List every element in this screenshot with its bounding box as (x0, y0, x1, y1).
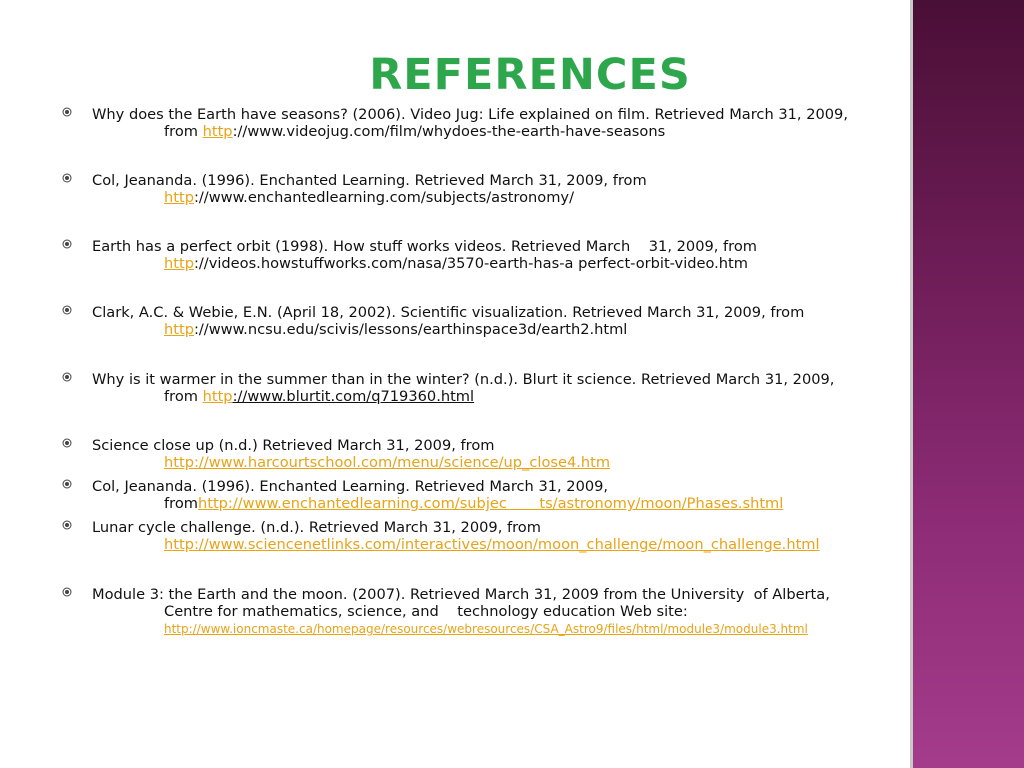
reference-url-text: ://videos.howstuffworks.com/nasa/3570-earth-has-a perfect-orbit-video.htm (193, 255, 748, 272)
reference-url-text: ://www.videojug.com/film/whydoes-the-earth-have-seasons (232, 123, 666, 140)
slide-title: REFERENCES (369, 50, 691, 100)
reference-link[interactable]: http (202, 388, 233, 405)
reference-text: Col, Jeananda. (1996). Enchanted Learning. Retrieved March 31, 2009, (92, 478, 609, 495)
reference-url-line (164, 255, 748, 272)
reference-link[interactable]: http (202, 123, 233, 140)
bullet-icon (62, 520, 72, 530)
reference-text: Module 3: the Earth and the moon. (2007). Retrieved March 31, 2009 from the University of Alberta, (92, 586, 830, 603)
reference-url-line (164, 621, 808, 638)
reference-url-line (164, 189, 574, 206)
reference-url-line (164, 123, 665, 140)
bullet-icon (62, 438, 72, 448)
reference-text: from (164, 123, 203, 140)
reference-text: Why is it warmer in the summer than in the winter? (n.d.). Blurt it science. Retrieved March 31, 2009, (92, 371, 835, 388)
decorative-sidebar (910, 0, 1024, 768)
sidebar-divider (910, 0, 913, 768)
reference-url-line (164, 495, 783, 512)
reference-url-line (164, 536, 820, 553)
reference-text: Clark, A.C. & Webie, E.N. (April 18, 2002). Scientific visualization. Retrieved March 31, 2009, from (92, 304, 805, 321)
bullet-icon (62, 372, 72, 382)
reference-text: Col, Jeananda. (1996). Enchanted Learning. Retrieved March 31, 2009, from (92, 172, 647, 189)
reference-url-text: ://www.ncsu.edu/scivis/lessons/earthinspace3d/earth2.html (193, 321, 628, 338)
bullet-icon (62, 479, 72, 489)
reference-url-text[interactable]: ://www.blurtit.com/q719360.html (232, 388, 475, 405)
bullet-icon (62, 305, 72, 315)
reference-text: from (164, 495, 198, 512)
reference-link[interactable]: http (164, 189, 194, 206)
reference-url-line (164, 321, 627, 338)
reference-link[interactable]: http://www.harcourtschool.com/menu/science/up_close4.htm (164, 454, 611, 471)
bullet-icon (62, 587, 72, 597)
reference-url-line (164, 388, 474, 405)
reference-text: Why does the Earth have seasons? (2006). Video Jug: Life explained on film. Retrieved March 31, 2009, (92, 106, 848, 123)
reference-text: Centre for mathematics, science, and technology education Web site: (164, 603, 688, 620)
bullet-icon (62, 239, 72, 249)
bullet-icon (62, 173, 72, 183)
reference-link[interactable]: http (164, 321, 194, 338)
reference-text: from (164, 388, 203, 405)
reference-url-line (164, 454, 610, 471)
reference-text: Lunar cycle challenge. (n.d.). Retrieved March 31, 2009, from (92, 519, 541, 536)
reference-link[interactable]: http://www.enchantedlearning.com/subjec ts/astronomy/moon/Phases.shtml (197, 495, 784, 512)
reference-text: Science close up (n.d.) Retrieved March 31, 2009, from (92, 437, 495, 454)
bullet-icon (62, 107, 72, 117)
reference-url-text: ://www.enchantedlearning.com/subjects/astronomy/ (193, 189, 574, 206)
reference-link[interactable]: http (164, 255, 194, 272)
reference-text: Earth has a perfect orbit (1998). How stuff works videos. Retrieved March 31, 2009, from (92, 238, 757, 255)
reference-link[interactable]: http://www.ioncmaste.ca/homepage/resources/webresources/CSA_Astro9/files/html/module3/module3.html (164, 622, 808, 636)
reference-link[interactable]: http://www.sciencenetlinks.com/interactives/moon/moon_challenge/moon_challenge.html (164, 536, 820, 553)
